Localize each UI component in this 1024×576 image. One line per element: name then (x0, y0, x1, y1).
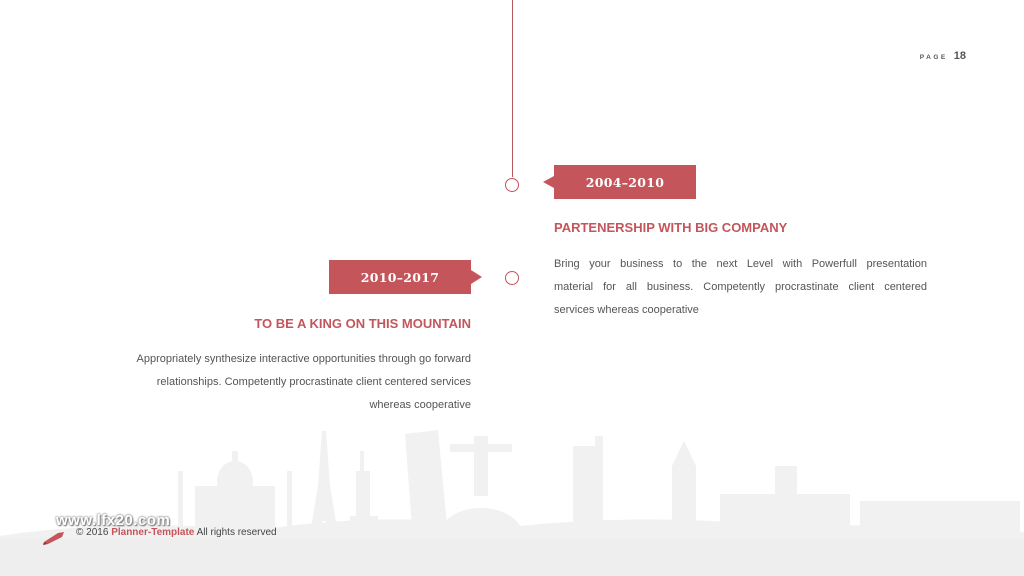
pen-icon (42, 529, 68, 545)
footer-rights: All rights reserved (196, 527, 277, 538)
page-label: PAGE (919, 54, 948, 61)
entry-body-king (101, 348, 471, 417)
timeline-dot-2 (505, 271, 519, 285)
body-line: relationships. Competently procrastinate client centered services (156, 376, 471, 388)
entry-title-king: TO BE A KING ON THIS MOUNTAIN (254, 316, 471, 331)
year-tag-2004-2010: 2004–2010 (554, 165, 696, 199)
body-line: whereas cooperative (369, 399, 471, 411)
year-tag-2010-2017: 2010–2017 (329, 260, 471, 294)
body-line: material for all business. Competently procrastinate client centered (554, 281, 927, 293)
timeline-dot-1 (505, 178, 519, 192)
watermark: www.lfx20.com (56, 512, 171, 529)
page-number (920, 50, 966, 62)
footer-brand: Planner-Template (111, 527, 195, 538)
entry-title-partnership: PARTENERSHIP WITH BIG COMPANY (554, 220, 788, 235)
body-line: Appropriately synthesize interactive opportunities through go forward (136, 353, 471, 365)
footer (76, 527, 277, 538)
footer-copyright: © 2016 (76, 527, 109, 538)
body-line: services whereas cooperative (554, 304, 699, 316)
landmarks-skyline (0, 426, 1024, 576)
body-line: Bring your business to the next Level with Powerfull presentation (554, 258, 927, 270)
timeline-line (512, 0, 513, 177)
page-value: 18 (953, 50, 966, 62)
entry-body-partnership (554, 253, 927, 322)
